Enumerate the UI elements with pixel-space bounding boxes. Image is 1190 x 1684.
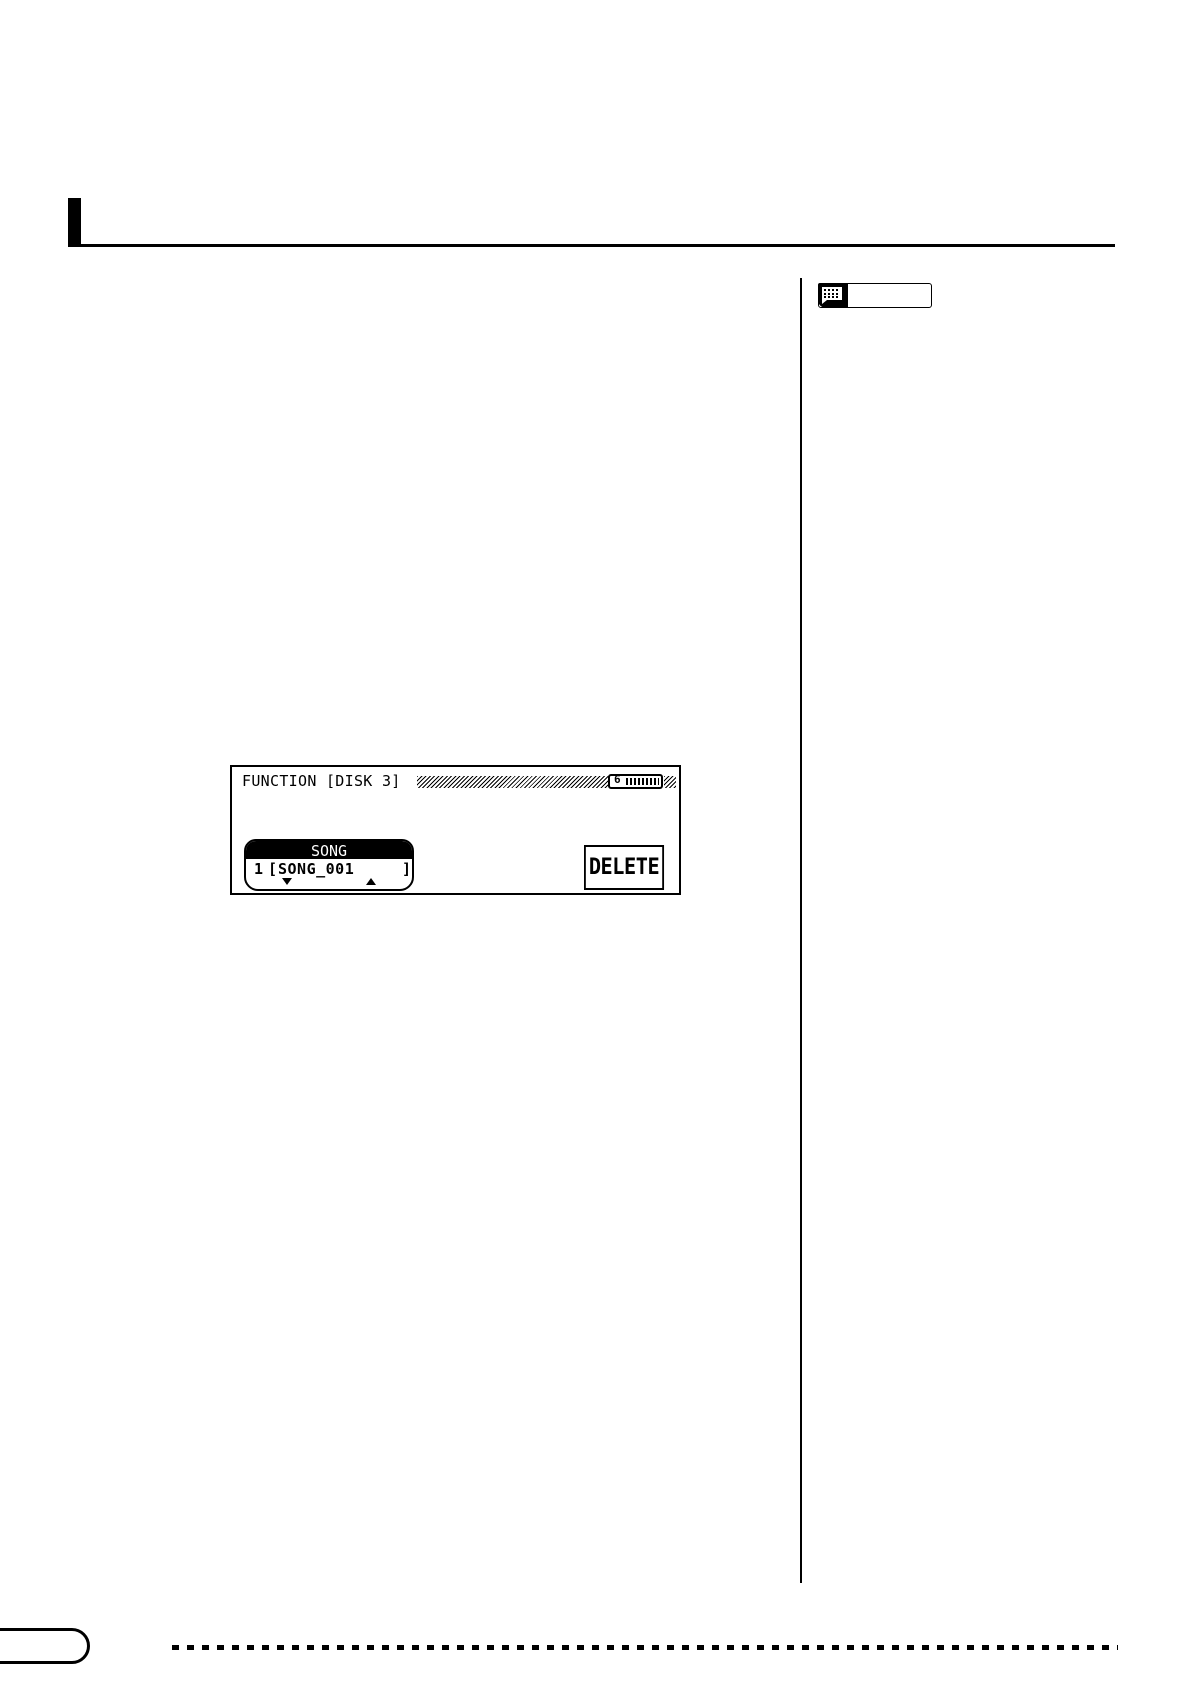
triangle-up-icon[interactable]	[366, 878, 376, 885]
lcd-title: FUNCTION [DISK 3]	[242, 772, 401, 790]
section-heading-rule	[68, 244, 1115, 247]
memo-icon	[818, 283, 848, 308]
page-number-tab	[0, 1628, 90, 1664]
section-heading-marker	[68, 198, 81, 246]
song-label: SONG	[246, 841, 412, 859]
lcd-title-stripe	[417, 776, 609, 788]
note-tab	[818, 283, 932, 308]
triangle-down-icon[interactable]	[282, 878, 292, 885]
margin-column-divider	[800, 278, 802, 1583]
battery-bars	[626, 778, 659, 785]
lcd-title-stripe-end	[664, 776, 676, 788]
song-number: 1	[254, 860, 264, 878]
delete-button[interactable]: DELETE	[584, 845, 664, 890]
footer-dotted-rule	[172, 1645, 1118, 1650]
lcd-screen	[230, 765, 681, 895]
song-bracket-open: [	[268, 860, 278, 878]
song-selector[interactable]	[244, 839, 414, 891]
battery-level: 6	[614, 773, 621, 786]
battery-icon	[608, 774, 663, 789]
song-name: SONG_001	[278, 860, 355, 878]
song-bracket-close: ]	[402, 860, 412, 878]
